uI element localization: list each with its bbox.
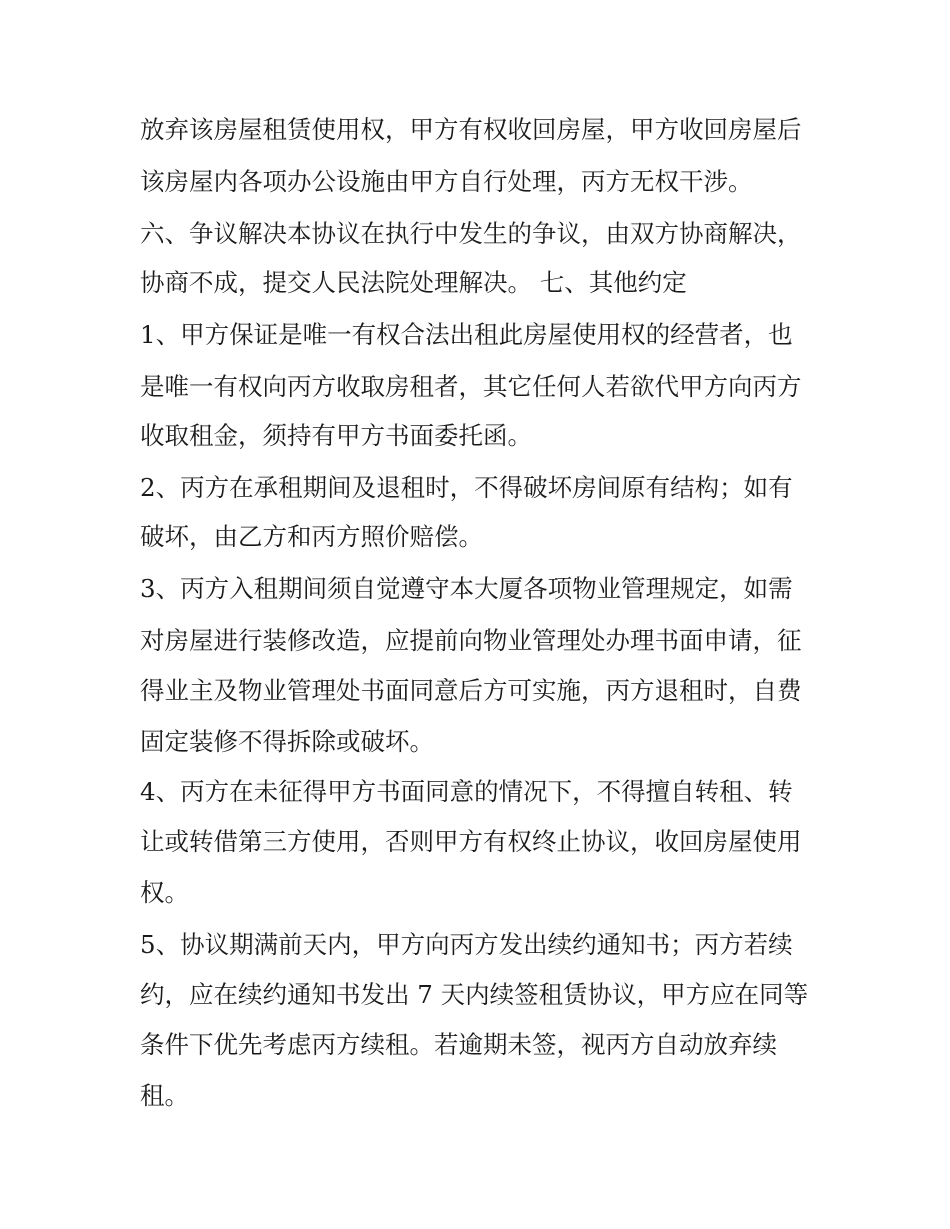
paragraph-line-4: 协商不成，提交人民法院处理解决。 七、其他约定 <box>140 268 687 297</box>
paragraph-line-7: 收取租金，须持有甲方书面委托函。 <box>140 421 532 450</box>
paragraph-line-11: 对房屋进行装修改造，应提前向物业管理处办理书面申请，征 <box>140 626 802 655</box>
paragraph-line-8: 2、丙方在承租期间及退租时，不得破坏房间原有结构；如有 <box>140 473 793 502</box>
paragraph-line-6: 是唯一有权向丙方收取房租者，其它任何人若欲代甲方向丙方 <box>140 372 802 401</box>
paragraph-line-19: 条件下优先考虑丙方续租。若逾期未签，视丙方自动放弃续 <box>140 1030 777 1059</box>
paragraph-line-10: 3、丙方入租期间须自觉遵守本大厦各项物业管理规定，如需 <box>140 574 793 603</box>
paragraph-line-5: 1、甲方保证是唯一有权合法出租此房屋使用权的经营者，也 <box>140 320 793 349</box>
paragraph-line-16: 权。 <box>140 878 189 907</box>
paragraph-line-20: 租。 <box>140 1081 189 1110</box>
paragraph-line-17: 5、协议期满前天内，甲方向丙方发出续约通知书；丙方若续 <box>140 930 793 959</box>
paragraph-line-14: 4、丙方在未征得甲方书面同意的情况下，不得擅自转租、转 <box>140 777 793 806</box>
paragraph-line-2: 该房屋内各项办公设施由甲方自行处理，丙方无权干涉。 <box>140 167 753 196</box>
paragraph-line-13: 固定装修不得拆除或破坏。 <box>140 727 434 756</box>
paragraph-line-9: 破坏，由乙方和丙方照价赔偿。 <box>140 522 483 551</box>
paragraph-line-12: 得业主及物业管理处书面同意后方可实施，丙方退租时，自费 <box>140 676 802 705</box>
paragraph-line-3: 六、争议解决本协议在执行中发生的争议，由双方协商解决， <box>140 219 802 248</box>
paragraph-line-18: 约，应在续约通知书发出 7 天内续签租赁协议，甲方应在同等 <box>140 980 809 1009</box>
paragraph-line-15: 让或转借第三方使用，否则甲方有权终止协议，收回房屋使用 <box>140 827 802 856</box>
paragraph-line-1: 放弃该房屋租赁使用权，甲方有权收回房屋，甲方收回房屋后 <box>140 115 802 144</box>
